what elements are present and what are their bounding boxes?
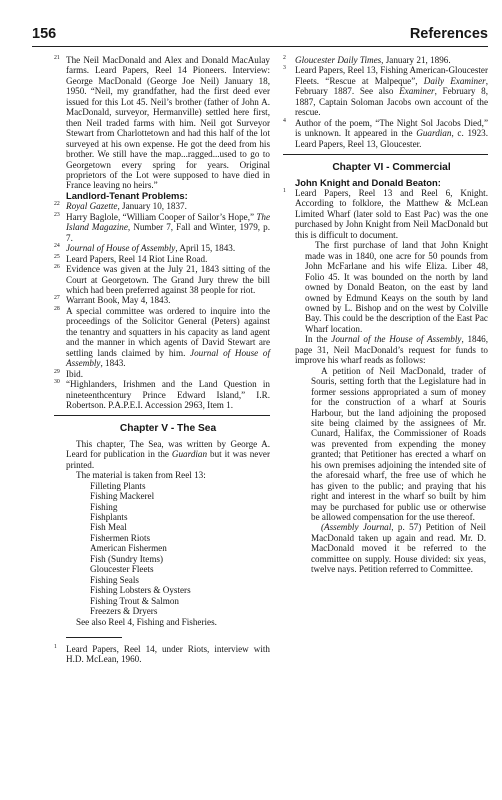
body-text: , 1846, page 31, Neil MacDonald’s request for funds to improve his wharf reads as follows: [295,334,489,366]
footnote-number: 2 [283,55,286,61]
citation-title: Guardian [416,128,452,139]
body-text: In the [305,334,332,345]
footnote-text: , January 21, 1896. [381,55,451,65]
intro-text: This chapter, The Sea, was written by George A. Leard for publication in the [66,438,270,460]
reel-topic-item: Filleting Plants [90,480,146,491]
petition-quote: A petition of Neil MacDonald, trader of Souris, setting forth that the Legislature had in former sessions appropriated a sum of money for the construction of a wharf at Souris Harbour, but the land adjoining the proposed site being claimed by the assignees of Mr. Cunard, Halifax, the Commissioner of Roads was prevented from expending the money granted; that Petitioner has erected a wharf on his own premises adjoining the intended site of the aforesaid wharf, the free use of which he has given to the public; and praying that his right and interest in the wharf so built by him may be purchased for public use or otherwise be allowed compensation for the use thereof. [311,365,486,523]
footnote-text: Leard Papers, Reel 13, Fishing American-Gloucester Fleets. “Rescue at Malpeque”, [295,65,488,86]
footnote-24 [54,243,270,253]
citation-title: Journal of House of Assembly [66,347,270,369]
footnote-30 [54,379,270,410]
reel-topic-item: Gloucester Fleets [90,564,154,575]
reel-13-topic-list [54,481,270,617]
footnote-23 [54,212,270,243]
paragraph-first-purchase: The first purchase of land that John Knight made was in 1840, one acre for 50 pounds from John McFarlane and his wife Eliza. Liber 48, Folio 45. It was bounded on the north by land owned by Donald Beaton, on the east by land owned by Edmund Keays on the south by land owned by L. Bishop and on the west by Colville Bay. This could be the description of the East Pac Wharf location. [305,240,488,334]
chapter-v-intro [54,439,270,470]
footnote-number: 22 [54,201,60,208]
chapter-vi-heading: Chapter VI - Commercial [332,162,451,174]
footnote-number: 24 [54,243,60,250]
footnote-number: 1 [54,644,57,651]
see-also: See also Reel 4, Fishing and Fisheries. [76,616,217,627]
footnote-text: , c. 1923. Leard Papers, Reel 13, Gloucester. [295,128,488,149]
reel-topic-item: Fishing [90,501,118,512]
footnote-text: , February 8, 1887, Captain Soloman Jacobs own account of the rescue. [295,86,488,118]
footnote-text: , Number 7, Fall and Winter, 1979, p. 7. [66,222,270,243]
reel-topic-item: Fishing Seals [90,574,139,585]
footnote-22 [54,201,270,211]
citation-title: Royal Gazette [66,201,118,212]
footnote-number: 27 [54,295,60,302]
footnote-text: Harry Baglole, “William Cooper of Sailor’s Hope,” [66,211,257,222]
citation-title: The Island Magazine [66,211,270,233]
footnote-3 [283,65,488,117]
subheading-knight-beaton: John Knight and Donald Beaton: [295,176,441,188]
reel-topic-item: Fishing Lobsters & Oysters [90,585,191,596]
header-rule [32,46,488,47]
footnote-text: , February 1887. See also [295,75,488,97]
reel-topic-item: Fishing Mackerel [90,491,155,502]
footnote-2 [283,55,488,65]
section-title: References [409,26,488,42]
footnote-text: Leard Papers, Reel 13 and Reel 6, Knight. According to folklore, the Matthew & McLean Limited Wharf (later sold to East Pac) was the one purchased by John Knight from Neil MacDonald but this is difficult to document. [295,187,488,240]
quote-text: , p. 57) Petition of Neil MacDonald taken up again and read. Mr. D. MacDonald moved it be referred to the committee on supply. House divided: six yeas, twelve nays. Petition referred to Committee. [311,522,486,575]
footnote-text: Warrant Book, May 4, 1843. [66,295,171,306]
reel-topic-item: American Fishermen [90,543,167,554]
footnote-26 [54,264,270,295]
footnote-number: 3 [283,65,286,72]
page-number: 156 [32,26,57,42]
reel-topic-item: Fish (Sundry Items) [90,553,163,564]
citation-title: Daily Examiner [423,75,486,86]
footnote-text: “Highlanders, Irishmen and the Land Question in nineteenthcentury Prince Edward Island,” I.R. Robertson. P.A.P.E.I. Accession 2963, Item 1. [66,379,270,410]
footnote-text: , 1843. [100,358,126,369]
footnote-number: 1 [283,187,286,194]
chapter-rule [283,154,488,155]
footnote-text: Author of the poem, “The Night Sol Jacobs Died,” is unknown. It appeared in the [295,117,488,139]
reel-topic-item: Freezers & Dryers [90,606,158,617]
footnote-25 [54,254,270,264]
right-column [283,55,488,575]
footnote-number: 4 [283,117,286,124]
footnote-number: 26 [54,264,60,271]
subheading-landlord-tenant: Landlord-Tenant Problems: [66,189,188,201]
reel-topic-item: Fishing Trout & Salmon [90,595,179,606]
footnote-text: Leard Papers, Reel 14 Riot Line Road. [66,253,208,264]
citation-title: Journal of the House of Assembly [331,334,462,345]
chapter-v-heading: Chapter V - The Sea [119,423,217,435]
citation-title: Examiner [399,86,435,97]
reel-topic-item: Fishplants [90,512,128,523]
footnote-number: 21 [54,55,60,61]
footnote-text: Evidence was given at the July 21, 1843 sitting of the Court at Georgetown. The Grand Jury threw the bill which had been preferred against 38 people for riot. [66,264,270,295]
footnote-text: The Neil MacDonald and Alex and Donald MacAulay farms. Leard Papers, Reel 14 Pioneers. Interview: George MacDonald (George Joe Neil) January 18, 1950. “Neil, my grandfather, had the first deed ever issued for this Lot 45. Neil’s brother (father of John A. MacDonald, surveyor, Hermanville) settled here first, then Neil traded farms with him. Neil got Surveyor Stewart from Charlottetown and had this half of the lot surveyed at his own expense. He got the deed from his brother. We still have the map...ragged...used to go to Georgetown every spring for years. Original proprietors of the Lot were supposed to have died in France leaving no heirs.” [66,55,270,191]
material-source: The material is taken from Reel 13: [76,470,206,481]
footnote-number: 28 [54,305,60,312]
reel-topic-item: Fishermen Riots [90,532,151,543]
paragraph-journal [283,334,488,365]
footnote-4 [283,118,488,149]
intro-text: but it was never printed. [66,449,270,470]
footnote-text: A special committee was ordered to inquire into the proceedings of the Solicitor General (Peters) against the tenantry and squatters in his capacity as land agent and the manner in which agents of David Stewart are settling lands claimed by him. [66,305,270,358]
petition-quote-continued [283,522,488,574]
footnote-28 [54,306,270,369]
footnote-text: , January 10, 1837. [117,201,187,212]
left-column [54,55,270,665]
citation-title: Gloucester Daily Times [295,55,382,65]
footnote-rule [66,637,122,638]
footnote-text: Ibid. [66,368,83,379]
footnote-text: , April 15, 1843. [175,243,236,254]
footnote-number: 30 [54,379,60,386]
footnote-27 [54,295,270,305]
footnote-text: Leard Papers, Reel 14, under Riots, interview with H.D. McLean, 1960. [66,644,270,665]
reel-topic-item: Fish Meal [90,522,127,533]
citation-title: Guardian [171,449,208,460]
footnote-29 [54,369,270,379]
footnote-number: 23 [54,211,60,218]
footnote-number: 29 [54,368,60,375]
citation-title: (Assembly Journal [321,522,392,533]
footnote-1-left [54,644,270,665]
footnote-21 [54,55,270,191]
chapter-rule [54,415,270,416]
footnote-number: 25 [54,253,60,260]
citation-title: Journal of House of Assembly [66,243,176,254]
footnote-1-right [283,188,488,240]
